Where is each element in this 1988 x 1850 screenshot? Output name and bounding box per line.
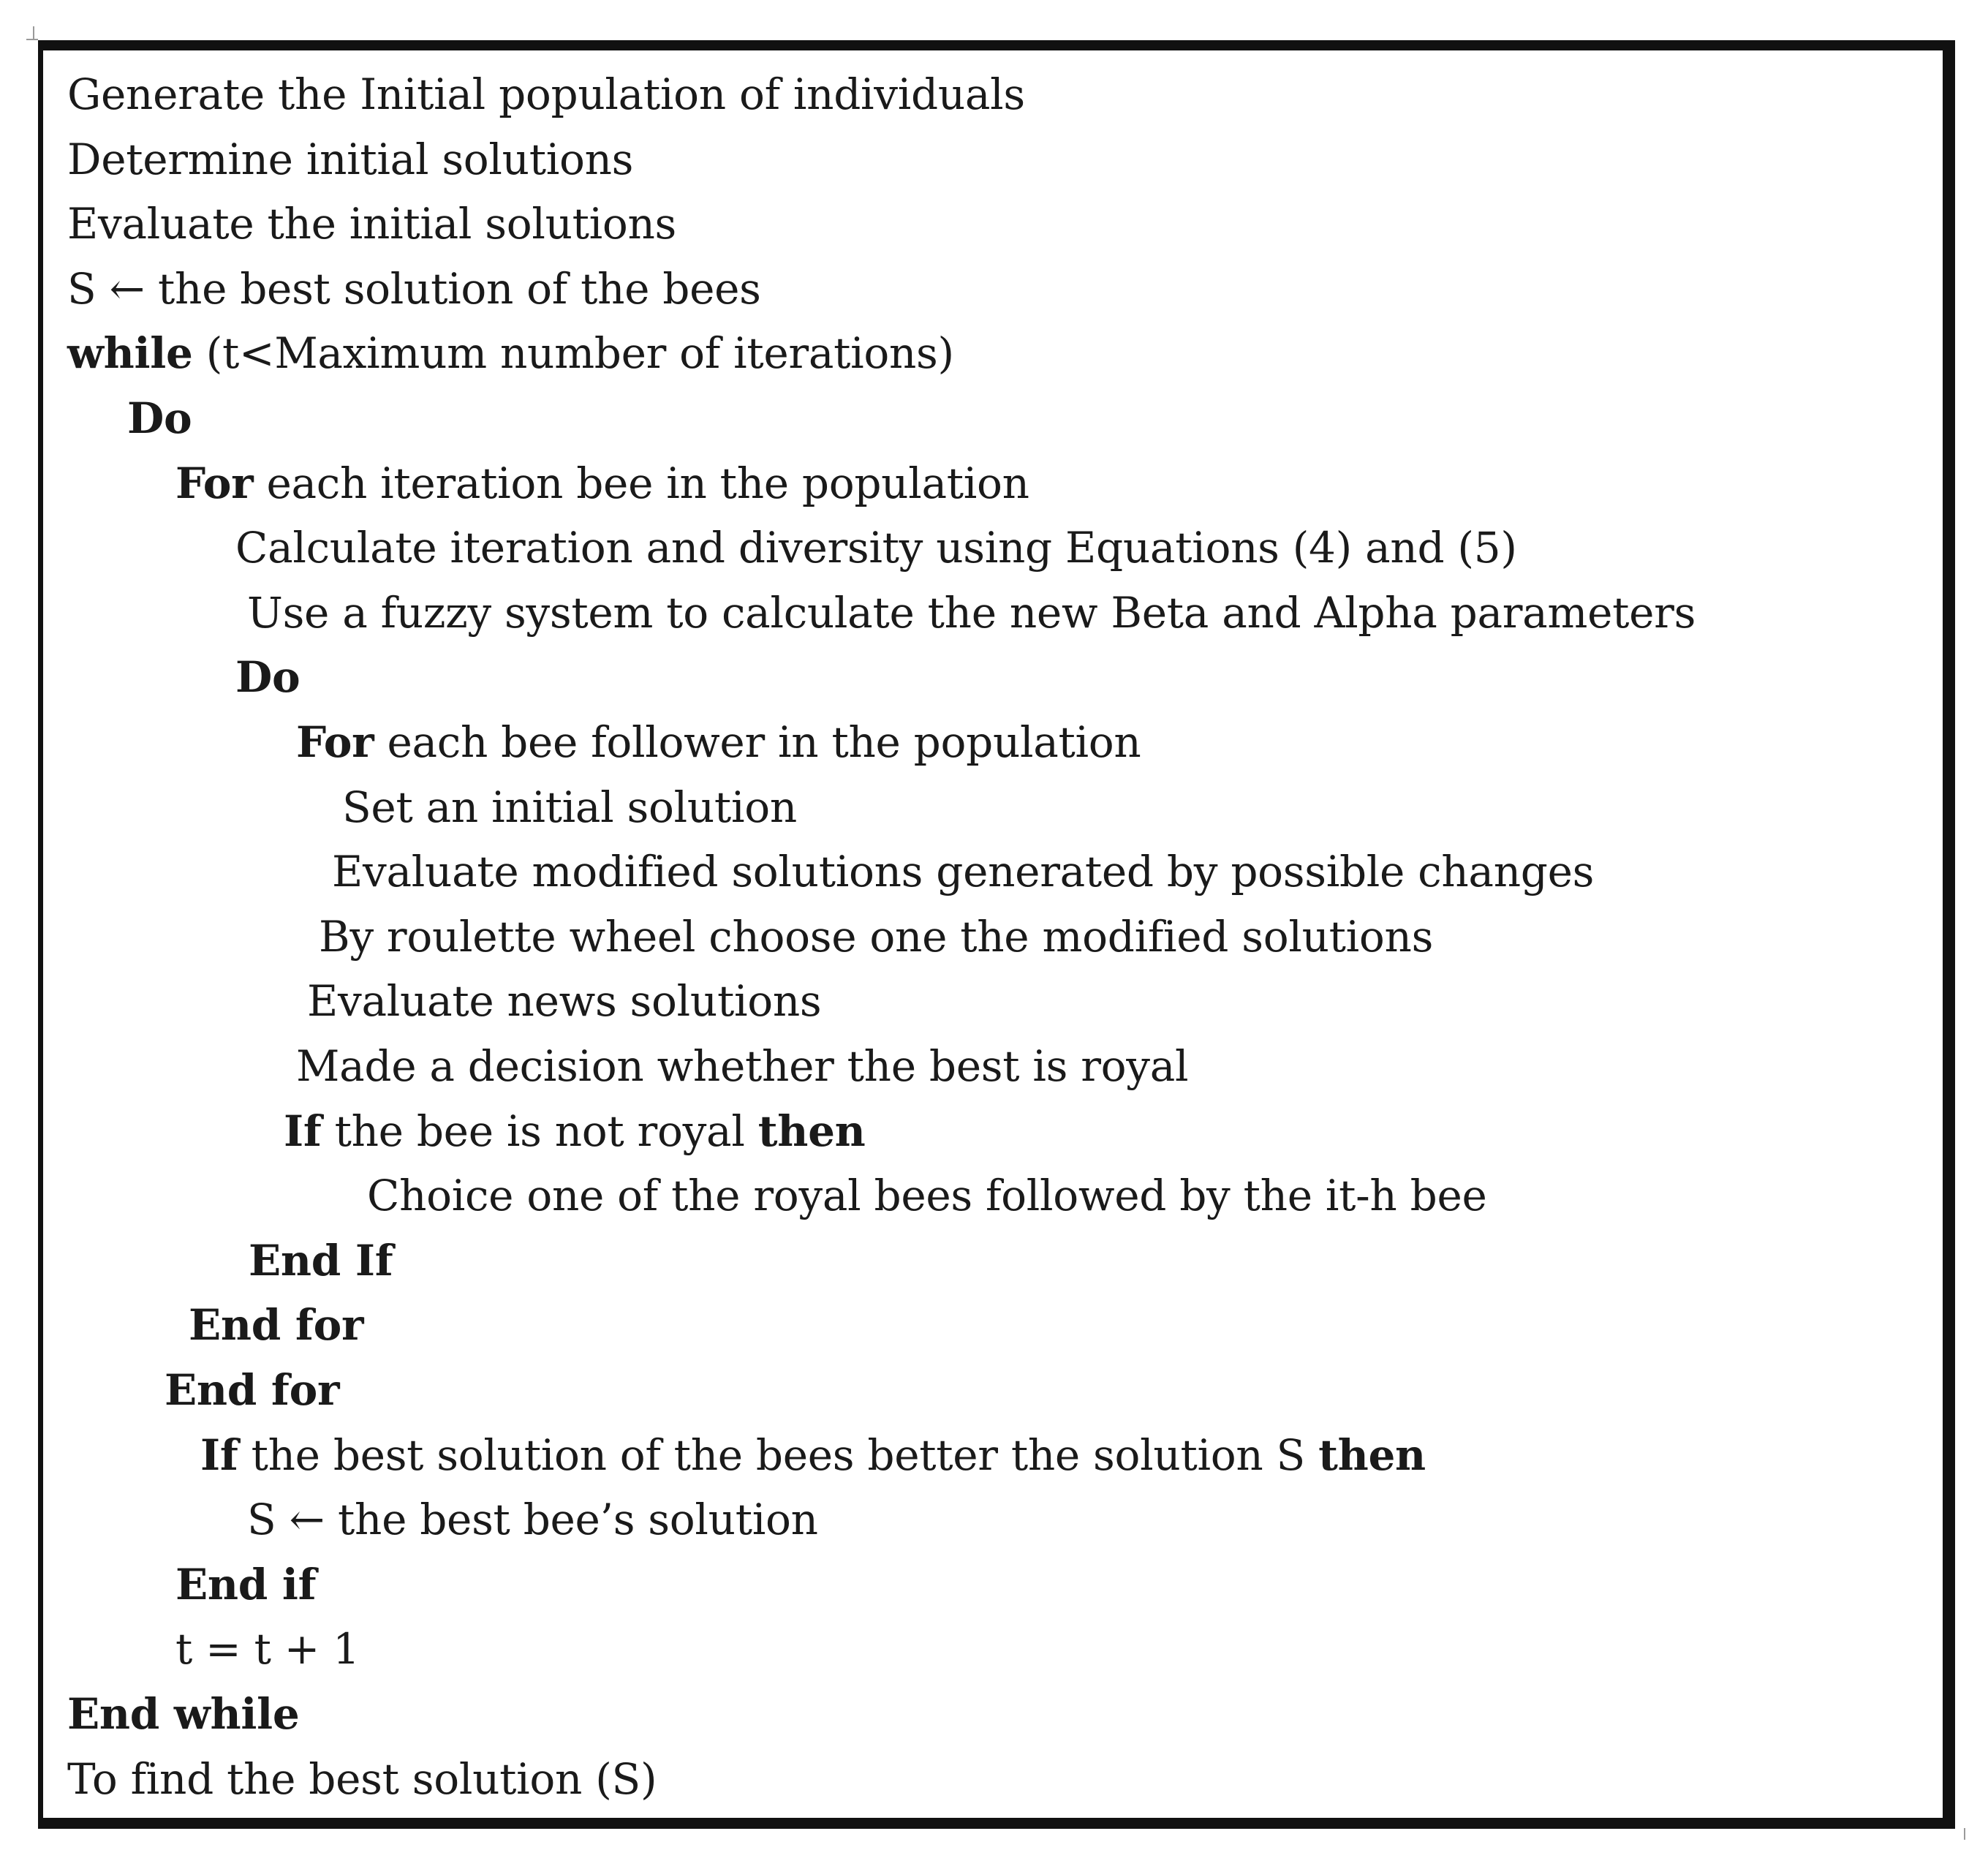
pseudocode-line bbox=[175, 1560, 317, 1609]
pseudocode-text: Made a decision whether the best is royal bbox=[296, 1041, 1189, 1091]
pseudocode-line bbox=[67, 1754, 657, 1804]
pseudocode-keyword: If bbox=[284, 1106, 322, 1156]
pseudocode-keyword: Do bbox=[235, 652, 301, 702]
pseudocode-keyword: End for bbox=[189, 1300, 364, 1350]
pseudocode-keyword: If bbox=[200, 1430, 238, 1480]
pseudocode-text: Calculate iteration and diversity using Equations (4) and (5) bbox=[235, 523, 1517, 573]
pseudocode-text: t = t + 1 bbox=[175, 1624, 360, 1674]
pseudocode-keyword: End for bbox=[165, 1365, 340, 1415]
pseudocode-text: Set an initial solution bbox=[342, 782, 797, 832]
pseudocode-line bbox=[67, 328, 954, 378]
pseudocode-text: each iteration bee in the population bbox=[253, 458, 1029, 508]
crop-mark-top-left-horizontal bbox=[26, 39, 38, 40]
pseudocode-keyword: while bbox=[67, 328, 193, 378]
pseudocode-text: Use a fuzzy system to calculate the new Beta and Alpha parameters bbox=[247, 588, 1696, 638]
pseudocode-line bbox=[127, 393, 192, 443]
pseudocode-line bbox=[235, 523, 1517, 573]
pseudocode-line bbox=[249, 1236, 393, 1285]
pseudocode-line bbox=[296, 1041, 1189, 1091]
pseudocode-line bbox=[200, 1430, 1426, 1480]
pseudocode-text: Generate the Initial population of individuals bbox=[67, 69, 1025, 119]
pseudocode-line bbox=[175, 1624, 360, 1674]
pseudocode-text: Evaluate news solutions bbox=[307, 976, 822, 1026]
pseudocode-text: Determine initial solutions bbox=[67, 135, 634, 184]
pseudocode-line bbox=[332, 847, 1595, 896]
pseudocode-text: To find the best solution (S) bbox=[67, 1754, 657, 1804]
pseudocode-line bbox=[319, 912, 1434, 962]
pseudocode-keyword: End if bbox=[175, 1560, 317, 1609]
pseudocode-line bbox=[67, 199, 677, 249]
pseudocode-text: the best solution of the bees better the solution S bbox=[238, 1430, 1319, 1480]
pseudocode-text: each bee follower in the population bbox=[374, 717, 1141, 767]
pseudocode-text: S ← the best bee’s solution bbox=[247, 1495, 818, 1544]
pseudocode-keyword: Do bbox=[127, 393, 192, 443]
pseudocode-text: (t<Maximum number of iterations) bbox=[192, 328, 954, 378]
pseudocode-line bbox=[67, 135, 634, 184]
pseudocode-text: S ← the best solution of the bees bbox=[67, 264, 761, 314]
pseudocode-keyword: For bbox=[175, 458, 254, 508]
pseudocode-keyword: End If bbox=[249, 1236, 393, 1285]
pseudocode-keyword: then bbox=[757, 1106, 866, 1156]
pseudocode-keyword: End while bbox=[67, 1689, 300, 1739]
pseudocode-line bbox=[67, 69, 1025, 119]
pseudocode-line bbox=[189, 1300, 364, 1350]
pseudocode-text: Choice one of the royal bees followed by the it-h bee bbox=[367, 1171, 1487, 1220]
pseudocode-text: By roulette wheel choose one the modified solutions bbox=[319, 912, 1434, 962]
pseudocode-line bbox=[235, 652, 301, 702]
pseudocode-line bbox=[296, 717, 1141, 767]
pseudocode-line bbox=[165, 1365, 340, 1415]
pseudocode-text: Evaluate the initial solutions bbox=[67, 199, 677, 249]
pseudocode-text: Evaluate modified solutions generated by possible changes bbox=[332, 847, 1595, 896]
pseudocode-text: the bee is not royal bbox=[321, 1106, 758, 1156]
pseudocode-line bbox=[342, 782, 797, 832]
pseudocode-line bbox=[307, 976, 822, 1026]
pseudocode-line bbox=[284, 1106, 866, 1156]
pseudocode-keyword: then bbox=[1318, 1430, 1426, 1480]
pseudocode-line bbox=[247, 1495, 818, 1544]
crop-mark-bottom-right-vertical bbox=[1964, 1828, 1965, 1840]
pseudocode-line bbox=[67, 1689, 300, 1739]
pseudocode-line bbox=[367, 1171, 1487, 1220]
pseudocode-line bbox=[67, 264, 761, 314]
pseudocode-keyword: For bbox=[296, 717, 374, 767]
pseudocode-line bbox=[247, 588, 1696, 638]
pseudocode-line bbox=[175, 458, 1029, 508]
